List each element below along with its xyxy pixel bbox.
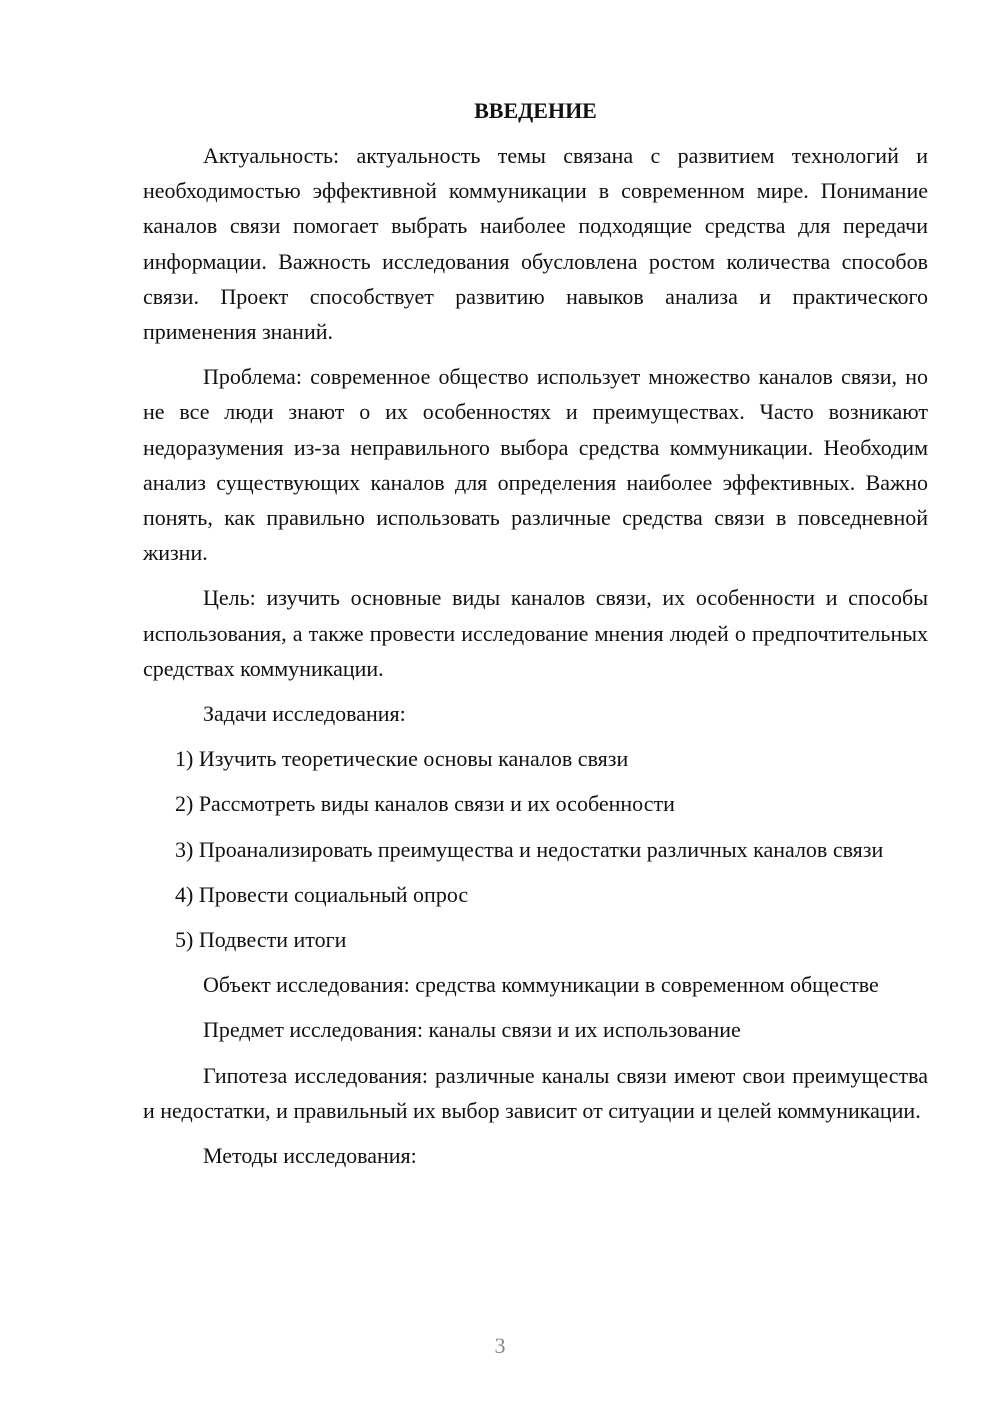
paragraph-hypothesis: Гипотеза исследования: различные каналы связи имеют свои преимущества и недостатки, и правильный их выбор зависит от ситуации и целей коммуникации. (143, 1062, 928, 1123)
paragraph-tasks-intro: Задачи исследования: (203, 701, 406, 727)
paragraph-subject: Предмет исследования: каналы связи и их использование (203, 1017, 741, 1043)
section-heading: ВВЕДЕНИЕ (474, 98, 597, 123)
paragraph-problem: Проблема: современное общество использует множество каналов связи, но не все люди знают о их особенностях и преимуществах. Часто возникают недоразумения из-за неправильного выбора средства коммуникации. Необходим анализ существующих каналов для определения наиболее эффективных. Важно понять, как правильно использовать различные средства связи в повседневной жизни. (143, 364, 928, 566)
page-number: 3 (494, 1333, 506, 1358)
paragraph-relevance: Актуальность: актуальность темы связана с развитием технологий и необходимостью эффективной коммуникации в современном мире. Понимание каналов связи помогает выбрать наиболее подходящие средства для передачи информации. Важность исследования обусловлена ростом количества способов связи. Проект способствует развитию навыков анализа и практического применения знаний. (143, 143, 928, 345)
task-item: 1) Изучить теоретические основы каналов связи (175, 746, 629, 772)
paragraph-methods: Методы исследования: (203, 1143, 417, 1169)
task-item: 4) Провести социальный опрос (175, 881, 469, 907)
paragraph-goal: Цель: изучить основные виды каналов связи, их особенности и способы использования, а также провести исследование мнения людей о предпочтительных средствах коммуникации. (143, 585, 928, 681)
task-item: 2) Рассмотреть виды каналов связи и их особенности (175, 791, 675, 817)
paragraph-object: Объект исследования: средства коммуникации в современном обществе (203, 972, 879, 998)
task-item: 3) Проанализировать преимущества и недостатки различных каналов связи (175, 836, 884, 862)
document-page (143, 96, 928, 1183)
task-item: 5) Подвести итоги (175, 927, 347, 953)
